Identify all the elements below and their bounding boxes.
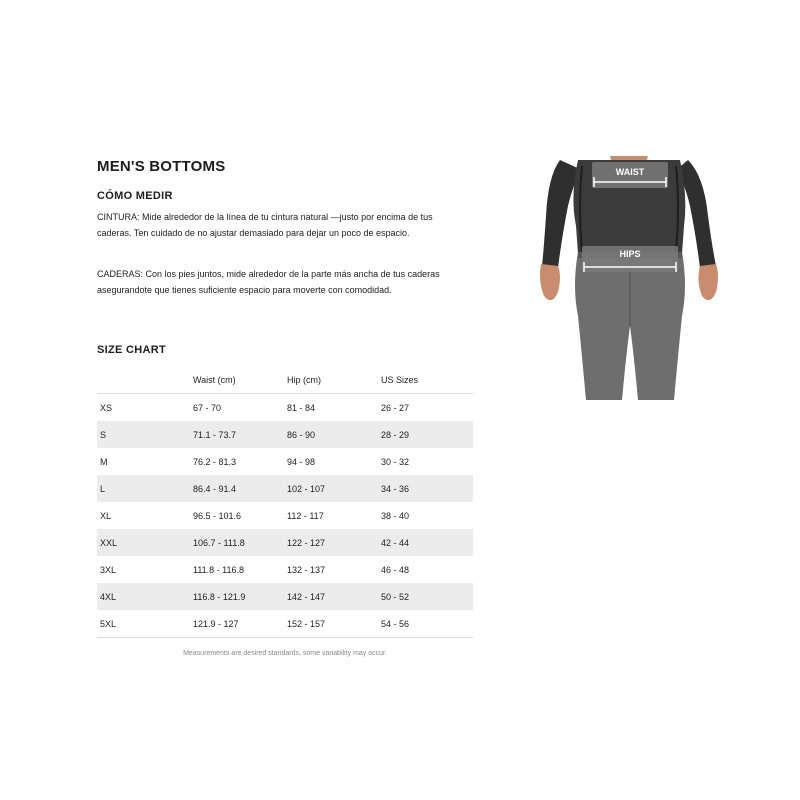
cell-us-size: 26 - 27: [381, 402, 410, 413]
cell-hip: 132 - 137: [287, 564, 326, 575]
cell-hip: 122 - 127: [287, 537, 326, 548]
table-body: [97, 394, 473, 637]
table-row: [97, 529, 473, 556]
model-right-hand: [698, 264, 718, 300]
table-row: [97, 475, 473, 502]
table-row: [97, 394, 473, 421]
cell-us-size: 54 - 56: [381, 618, 410, 629]
table-row: [97, 421, 473, 448]
cell-waist: 76.2 - 81.3: [193, 456, 237, 467]
model-figure-illustration: [538, 156, 720, 400]
size-chart-heading: SIZE CHART: [97, 344, 166, 356]
waist-instructions: CINTURA: Mide alrededor de la línea de tu cintura natural —justo por encima de tus caderas. Ten cuidado de no ajustar demasiado para dejar un poco de espacio.: [97, 212, 433, 238]
cell-size: L: [100, 483, 106, 494]
cell-size: XL: [100, 510, 112, 521]
hips-instructions: CADERAS: Con los pies juntos, mide alrededor de la parte más ancha de tus caderas asegurandote que tienes suficiente espacio para moverte con comodidad.: [97, 269, 440, 295]
cell-us-size: 46 - 48: [381, 564, 410, 575]
measurement-footnote: Measurements are desired standards, some variability may occur.: [183, 650, 387, 657]
cell-hip: 94 - 98: [287, 456, 316, 467]
cell-us-size: 34 - 36: [381, 483, 410, 494]
cell-size: XS: [100, 402, 113, 413]
column-header-waist: Waist (cm): [193, 375, 236, 385]
cell-waist: 116.8 - 121.9: [193, 591, 246, 602]
cell-hip: 81 - 84: [287, 402, 316, 413]
cell-us-size: 42 - 44: [381, 537, 410, 548]
how-to-measure-heading: CÓMO MEDIR: [97, 190, 173, 202]
cell-hip: 152 - 157: [287, 618, 326, 629]
cell-size: 4XL: [100, 591, 117, 602]
table-row: [97, 448, 473, 475]
model-left-hand: [540, 264, 560, 300]
cell-hip: 142 - 147: [287, 591, 326, 602]
page-title: MEN'S BOTTOMS: [97, 158, 226, 175]
cell-hip: 112 - 117: [287, 510, 324, 521]
cell-waist: 71.1 - 73.7: [193, 429, 237, 440]
table-row: [97, 583, 473, 610]
cell-waist: 96.5 - 101.6: [193, 510, 242, 521]
column-header-us-sizes: US Sizes: [381, 375, 419, 385]
cell-waist: 67 - 70: [193, 402, 222, 413]
size-chart-table: [97, 367, 473, 638]
table-bottom-border: [97, 637, 473, 638]
cell-us-size: 30 - 32: [381, 456, 410, 467]
column-header-hip: Hip (cm): [287, 375, 321, 385]
hips-tag-label: HIPS: [619, 249, 641, 259]
cell-waist: 111.8 - 116.8: [193, 564, 245, 575]
waist-tag-label: WAIST: [615, 167, 645, 177]
cell-size: 3XL: [100, 564, 117, 575]
cell-size: XXL: [100, 537, 118, 548]
model-measurement-photo: [538, 156, 720, 400]
cell-size: M: [100, 456, 108, 467]
cell-us-size: 38 - 40: [381, 510, 410, 521]
cell-hip: 102 - 107: [287, 483, 326, 494]
table-row: [97, 610, 473, 637]
cell-size: S: [100, 429, 107, 440]
cell-waist: 106.7 - 111.8: [193, 537, 245, 548]
table-row: [97, 556, 473, 583]
cell-waist: 86.4 - 91.4: [193, 483, 237, 494]
table-header-row: [97, 367, 473, 394]
table-row: [97, 502, 473, 529]
cell-size: 5XL: [100, 618, 117, 629]
cell-us-size: 28 - 29: [381, 429, 410, 440]
cell-hip: 86 - 90: [287, 429, 316, 440]
cell-waist: 121.9 - 127: [193, 618, 239, 629]
cell-us-size: 50 - 52: [381, 591, 410, 602]
